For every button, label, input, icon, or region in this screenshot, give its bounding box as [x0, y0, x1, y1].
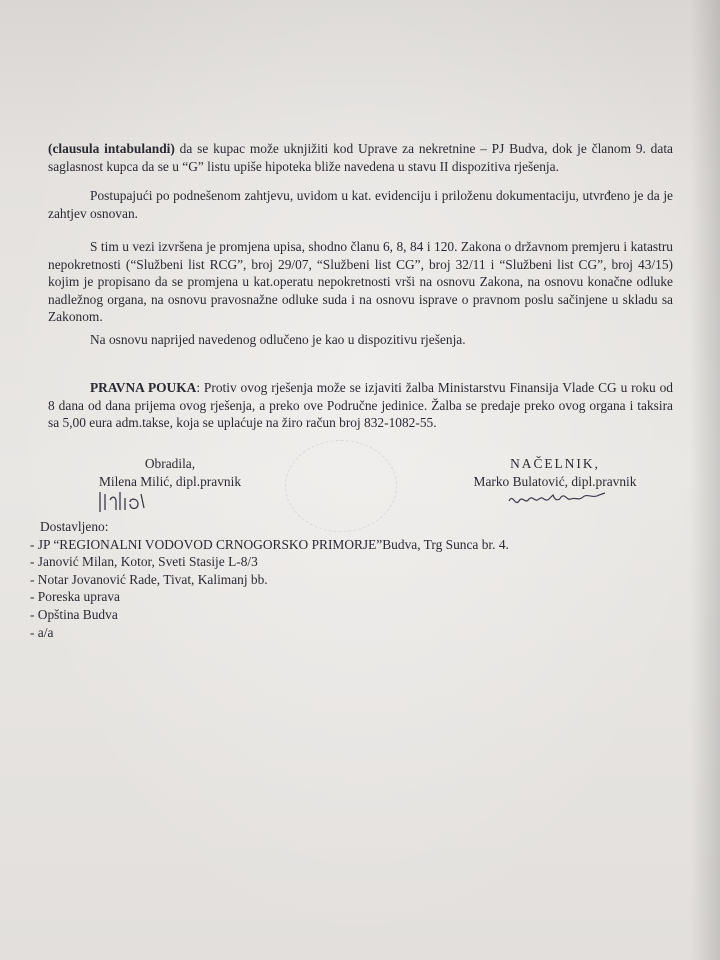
- paragraph-zakon: [48, 238, 673, 326]
- right-handwritten-signature: [505, 487, 615, 511]
- distribution-item: - a/a: [30, 624, 54, 640]
- right-name: Marko Bulatović, dipl.pravnik: [473, 473, 637, 489]
- paragraph-postupajuci: [48, 187, 673, 222]
- paragraph-odluceno: [48, 331, 673, 349]
- right-role: NAČELNIK,: [510, 456, 600, 471]
- left-handwritten-signature: [96, 488, 156, 516]
- distribution-item: - Opština Budva: [30, 606, 118, 622]
- left-name: Milena Milić, dipl.pravnik: [98, 473, 242, 489]
- pravna-pouka-text: : Protiv ovog rješenja može se izjaviti žalba Ministarstvu Finansija Vlade CG u roku od 8 dana od dana prijema ovog rješenja, a preko ove Područne jedinice. Žalba se predaje preko ovog organa i taksira sa 5,00 eura adm.takse, koja se uplaćuje na žiro račun broj 832-1082-55.: [48, 380, 673, 430]
- distribution-item: - Poreska uprava: [30, 589, 120, 605]
- clausula-bold: (clausula intabulandi): [48, 141, 175, 156]
- signature-block-right: [440, 455, 670, 490]
- left-role: Obradila,: [144, 456, 196, 471]
- distribution-title: Dostavljeno:: [40, 519, 109, 534]
- page-edge-shadow: [690, 0, 720, 960]
- distribution-item: - Notar Jovanović Rade, Tivat, Kalimanj bb.: [30, 571, 268, 587]
- distribution-item: - Janović Milan, Kotor, Sveti Stasije L-8/3: [30, 554, 258, 570]
- paragraph-pravna-pouka: [48, 379, 673, 432]
- paragraph2-text: Postupajući po podnešenom zahtjevu, uvidom u kat. evidenciju i priloženu dokumentaciju, utvrđeno je da je zahtjev osnovan.: [48, 188, 673, 221]
- distribution-list: [30, 518, 509, 641]
- distribution-item: - JP “REGIONALNI VODOVOD CRNOGORSKO PRIMORJE”Budva, Trg Sunca br. 4.: [30, 536, 509, 552]
- paragraph-clausula: [48, 140, 673, 175]
- paragraph1-text: da se kupac može uknjižiti kod Uprave za nekretnine – PJ Budva, dok je članom 9. data saglasnost kupca da se u “G” listu upiše hipoteka bliže navedena u stavu II dispozitiva rješenja.: [48, 141, 673, 174]
- paragraph4-text: Na osnovu naprijed navedenog odlučeno je kao u dispozitivu rješenja.: [90, 332, 466, 347]
- pravna-pouka-label: PRAVNA POUKA: [90, 380, 197, 395]
- signature-block-left: [70, 455, 270, 490]
- paragraph3-text: S tim u vezi izvršena je promjena upisa, shodno članu 6, 8, 84 i 120. Zakona o državnom premjeru i katastru nepokretnosti (“Službeni list RCG”, broj 29/07, “Službeni list CG”, broj 32/11 i “Službeni list CG”, broj 43/15) kojim je propisano da se promjena u kat.operatu nepokretnosti vrši na osnovu Zakona, na osnovu konačne odluke nadležnog organa, na osnovu pravosnažne odluke suda i na osnovu isprave o pravnom poslu sačinjene u skladu sa Zakonom.: [48, 239, 673, 324]
